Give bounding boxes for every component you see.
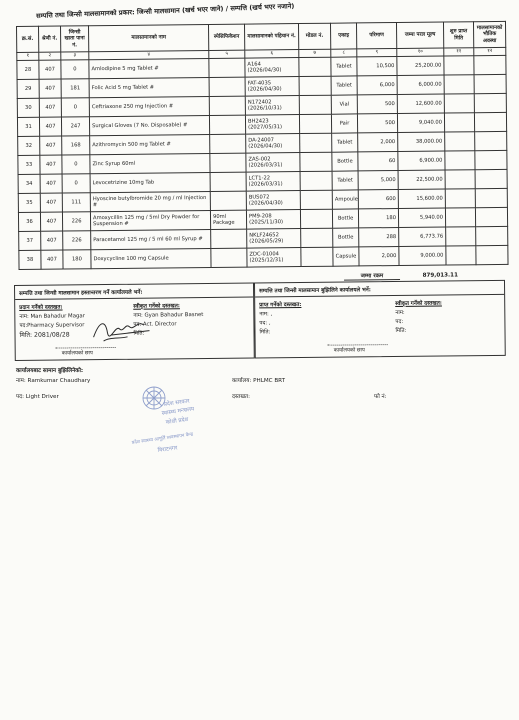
total-label: जम्मा रकम: [344, 271, 400, 281]
receiving-approver-date: मिति:: [395, 327, 407, 335]
ledger-page-cell: 226: [62, 212, 90, 231]
class-number-cell: 407: [39, 117, 61, 136]
receiving-approver-column: [395, 300, 442, 336]
amount-cell: 6,773.76: [399, 227, 446, 246]
class-number-cell: 407: [39, 79, 61, 98]
total-amount: [344, 270, 458, 280]
serial-number-cell: 36: [18, 212, 40, 231]
model-cell: [300, 171, 332, 190]
receiving-heading: सम्पत्ति तथा जिन्सी मालसामान बुझिलिने कार्यालयले भर्ने:: [255, 281, 504, 298]
ledger-page-cell: 181: [61, 79, 89, 98]
stamp-line-3: कोशी प्रदेश: [165, 416, 189, 426]
item-name-cell: Amlodipine 5 mg Tablet #: [89, 58, 209, 78]
column-number: ४: [89, 50, 209, 59]
column-number: ७: [299, 49, 331, 57]
unit-cell: Bottle: [332, 152, 358, 171]
identification-cell: PM9-208 (2025/11/30): [246, 210, 300, 230]
class-number-cell: 407: [40, 136, 62, 155]
acquired-date-cell: [445, 189, 475, 208]
ledger-page-cell: 0: [61, 60, 89, 79]
serial-number-cell: 32: [18, 136, 40, 155]
column-number: ९: [357, 49, 397, 57]
serial-number-cell: 31: [17, 117, 39, 136]
model-cell: [300, 209, 332, 228]
unit-cell: Tablet: [331, 76, 357, 95]
model-cell: [299, 114, 331, 133]
identification-cell: ZDC-01004 (2025/12/31): [247, 248, 301, 268]
acquired-date-cell: [445, 208, 475, 227]
column-number: २: [39, 52, 61, 60]
quantity-cell: 2,000: [359, 247, 399, 266]
model-cell: [300, 152, 332, 171]
quantity-cell: 288: [359, 228, 399, 247]
class-number-cell: 407: [41, 250, 63, 269]
stamp-line-5: विराटनगर: [157, 445, 178, 454]
collector-post: पद: Light Driver: [16, 394, 59, 400]
acquired-date-cell: [446, 227, 476, 246]
identification-cell: ZAS-002 (2026/03/31): [246, 153, 300, 173]
item-name-cell: Folic Acid 5 mg Tablet #: [89, 77, 209, 97]
condition-cell: [474, 74, 506, 93]
identification-cell: DA-24007 (2026/04/30): [246, 134, 300, 154]
serial-number-cell: 33: [18, 155, 40, 174]
specification-cell: [211, 229, 247, 248]
serial-number-cell: 37: [19, 231, 41, 250]
specification-cell: [209, 96, 245, 115]
receiver-post: पद: ,: [259, 320, 271, 327]
item-name-cell: Paracetamol 125 mg / 5 ml 60 ml Syrup #: [91, 229, 211, 249]
specification-cell: 90ml Package: [210, 210, 246, 229]
item-name-cell: Ceftriaxone 250 mg Injection #: [89, 96, 209, 116]
serial-number-cell: 30: [17, 98, 39, 117]
quantity-cell: 10,500: [357, 57, 397, 76]
unit-cell: Bottle: [332, 209, 358, 228]
handover-office-stamp-label: कार्यालयको छाप: [61, 350, 93, 357]
column-number: ११: [444, 48, 474, 56]
item-name-cell: Zinc Syrup 60ml: [90, 153, 210, 173]
header-cell: मोडल नं.: [298, 23, 330, 49]
header-cell: जम्मा परल मूल्य: [396, 22, 443, 48]
acquired-date-cell: [444, 113, 474, 132]
amount-cell: 15,600.00: [398, 189, 445, 208]
header-cell: मालसामानको पहिचान नं.: [244, 24, 298, 51]
receiving-approver-label: स्वीकृत गर्नेको दस्तखत:: [395, 300, 442, 308]
model-cell: [300, 133, 332, 152]
identification-cell: N172402 (2026/10/31): [245, 96, 299, 116]
class-number-cell: 407: [40, 155, 62, 174]
serial-number-cell: 35: [18, 193, 40, 212]
unit-cell: Tablet: [332, 171, 358, 190]
quantity-cell: 5,000: [358, 171, 398, 190]
condition-cell: [474, 112, 506, 131]
item-name-cell: Levocetrizine 10mg Tab: [90, 172, 210, 192]
condition-cell: [475, 150, 507, 169]
ledger-page-cell: 0: [62, 174, 90, 193]
class-number-cell: 407: [40, 193, 62, 212]
acquired-date-cell: [445, 132, 475, 151]
ledger-page-cell: 247: [61, 117, 89, 136]
acquired-date-cell: [445, 170, 475, 189]
quantity-cell: 500: [357, 114, 397, 133]
collector-name: नाम: Ramkumar Chaudhary: [16, 378, 91, 384]
collector-signature: दस्तखत:: [232, 394, 250, 400]
specification-cell: [210, 153, 246, 172]
column-number: ५: [209, 50, 245, 58]
class-number-cell: 407: [41, 231, 63, 250]
receiver-name: नाम: ,: [259, 311, 273, 318]
condition-cell: [474, 55, 506, 74]
model-cell: [299, 76, 331, 95]
item-name-cell: Hyoscine butylbromide 20 mg / ml Injection #: [90, 191, 210, 211]
column-number: १०: [397, 48, 444, 56]
condition-cell: [475, 188, 507, 207]
class-number-cell: 407: [40, 212, 62, 231]
handover-box: [14, 282, 255, 361]
identification-cell: LCT1-22 (2026/03/31): [246, 172, 300, 192]
stamp-line-1: प्रदेश सरकार: [163, 398, 190, 408]
header-cell: परिमाण: [356, 23, 396, 49]
ledger-page-cell: 180: [63, 250, 91, 269]
handover-heading: सम्पत्ति तथा जिन्सी मालसामान हस्तान्तरण गर्ने कार्यालयले भर्ने:: [15, 283, 253, 299]
signature-section: [14, 280, 506, 361]
header-cell: एकाइ: [330, 23, 356, 49]
ledger-page-cell: 168: [62, 136, 90, 155]
identification-cell: NKLF24652 (2026/05/29): [247, 229, 301, 249]
specification-cell: [210, 191, 246, 210]
quantity-cell: 600: [358, 190, 398, 209]
amount-cell: 6,900.00: [398, 151, 445, 170]
column-number: ६: [245, 50, 299, 59]
class-number-cell: 407: [39, 60, 61, 79]
acquired-date-cell: [444, 75, 474, 94]
header-cell: मालसामानको भौतिक अवस्था: [473, 21, 505, 47]
receiver-date: मिति:: [259, 329, 271, 336]
unit-cell: Tablet: [332, 133, 358, 152]
receiver-column: [259, 301, 302, 337]
unit-cell: Bottle: [333, 228, 359, 247]
column-number: १२: [474, 47, 506, 55]
class-number-cell: 407: [40, 174, 62, 193]
handwritten-signature: [89, 314, 159, 345]
collector-office: कार्यालय: PHLMC BRT: [232, 378, 286, 384]
receiving-box: [254, 280, 506, 359]
collector-phone: फो नं:: [374, 394, 387, 400]
item-name-cell: Surgical Gloves (7 No. Disposable) #: [89, 115, 209, 135]
receiving-approver-name: नाम:: [395, 309, 405, 317]
receiver-label: प्राप्त गर्नेको दस्तखत:: [259, 301, 302, 309]
specification-cell: [209, 115, 245, 134]
stamp-line-4: प्रदेश स्वास्थ्य आपूर्ति व्यवस्थापन केन्द्र: [131, 432, 194, 446]
office-seal-stamp: [128, 382, 224, 458]
header-cell: मालसामानको नाम: [89, 24, 209, 51]
serial-number-cell: 34: [18, 174, 40, 193]
header-cell: जिन्सी खाता पाना नं.: [61, 26, 89, 52]
table-body: [17, 55, 508, 269]
receiving-office-stamp-label: कार्यालयको छाप: [333, 347, 365, 354]
quantity-cell: 2,000: [358, 133, 398, 152]
amount-cell: 22,500.00: [398, 170, 445, 189]
receiving-approver-post: पद:: [395, 318, 404, 326]
identification-cell: A164 (2026/04/30): [245, 58, 299, 78]
table-row: [19, 245, 508, 269]
serial-number-cell: 38: [19, 250, 41, 269]
item-name-cell: Azithromycin 500 mg Tablet #: [90, 134, 210, 154]
acquired-date-cell: [446, 246, 476, 265]
condition-cell: [475, 169, 507, 188]
quantity-cell: 6,000: [357, 76, 397, 95]
item-name-cell: Amoxycillin 125 mg / 5ml Dry Powder for Suspension #: [90, 210, 210, 230]
quantity-cell: 180: [358, 209, 398, 228]
column-number: ३: [61, 52, 89, 60]
acquired-date-cell: [444, 94, 474, 113]
acquired-date-cell: [444, 56, 474, 75]
unit-cell: Tablet: [331, 57, 357, 76]
condition-cell: [475, 131, 507, 150]
approver-name: नाम: Gyan Bahadur Basnet: [133, 312, 204, 319]
class-number-cell: 407: [39, 98, 61, 117]
approver-date: मिति:: [133, 330, 145, 337]
model-cell: [300, 190, 332, 209]
amount-cell: 38,000.00: [398, 132, 445, 151]
condition-cell: [474, 93, 506, 112]
specification-cell: [209, 58, 245, 77]
condition-cell: [476, 245, 508, 264]
giver-post: पद:Pharmacy Supervisor: [19, 322, 85, 329]
unit-cell: Capsule: [333, 247, 359, 266]
serial-number-cell: 29: [17, 79, 39, 98]
identification-cell: BH2423 (2027/05/31): [245, 115, 299, 135]
specification-cell: [209, 77, 245, 96]
giver-date: मिति: 2081/08/28: [19, 331, 70, 339]
quantity-cell: 60: [358, 152, 398, 171]
quantity-cell: 500: [357, 95, 397, 114]
specification-cell: [210, 134, 246, 153]
giver-label: प्रदान गर्नेको दस्तखत:: [19, 304, 63, 311]
model-cell: [299, 95, 331, 114]
serial-number-cell: 28: [17, 60, 39, 79]
approver-post: पद: Act. Director: [133, 321, 177, 328]
unit-cell: Vial: [331, 95, 357, 114]
header-cell: स्पेसिफिकेशन: [208, 24, 244, 50]
document-title: सम्पत्ति तथा जिन्सी मालसामानको प्रकार: जिन्सी मालसामान (खर्च भएर जाने) / सम्पत्ति (खर्च भएर नजाने): [36, 2, 295, 20]
giver-name: नाम: Man Bahadur Magar: [19, 313, 85, 320]
amount-cell: 12,600.00: [397, 94, 444, 113]
model-cell: [301, 247, 333, 266]
inventory-table: [16, 21, 509, 270]
amount-cell: 6,000.00: [397, 75, 444, 94]
identification-cell: BUS072 (2026/04/30): [246, 191, 300, 211]
office-info-heading: कार्यालयबाट सामान बुझिलिनेको:: [16, 368, 84, 374]
item-name-cell: Doxycycline 100 mg Capsule: [91, 248, 211, 268]
column-number: १: [17, 52, 39, 60]
stamp-line-2: स्वास्थ्य मन्त्रालय: [161, 406, 195, 417]
ledger-page-cell: 111: [62, 193, 90, 212]
approver-label: स्वीकृत गर्नेको दस्तखत:: [133, 303, 180, 310]
specification-cell: [210, 172, 246, 191]
amount-cell: 9,040.00: [397, 113, 444, 132]
amount-cell: 5,940.00: [398, 208, 445, 227]
amount-cell: 9,000.00: [399, 246, 446, 265]
unit-cell: Pair: [331, 114, 357, 133]
ledger-page-cell: 226: [63, 231, 91, 250]
giver-column: [19, 303, 85, 340]
column-number: ८: [331, 49, 357, 57]
model-cell: [299, 57, 331, 76]
specification-cell: [211, 248, 247, 267]
identification-cell: FAT-4035 (2026/04/30): [245, 77, 299, 97]
condition-cell: [475, 207, 507, 226]
ledger-page-cell: 0: [62, 155, 90, 174]
header-cell: क्र.सं.: [17, 26, 39, 52]
ledger-page-cell: 0: [61, 98, 89, 117]
amount-cell: 25,200.00: [397, 56, 444, 75]
unit-cell: Ampoule: [332, 190, 358, 209]
model-cell: [301, 228, 333, 247]
condition-cell: [476, 226, 508, 245]
acquired-date-cell: [445, 151, 475, 170]
header-cell: शुरु प्राप्त मिति: [443, 22, 473, 48]
header-cell: श्रेणी नं.: [39, 26, 61, 52]
total-value: 879,013.11: [422, 272, 458, 279]
